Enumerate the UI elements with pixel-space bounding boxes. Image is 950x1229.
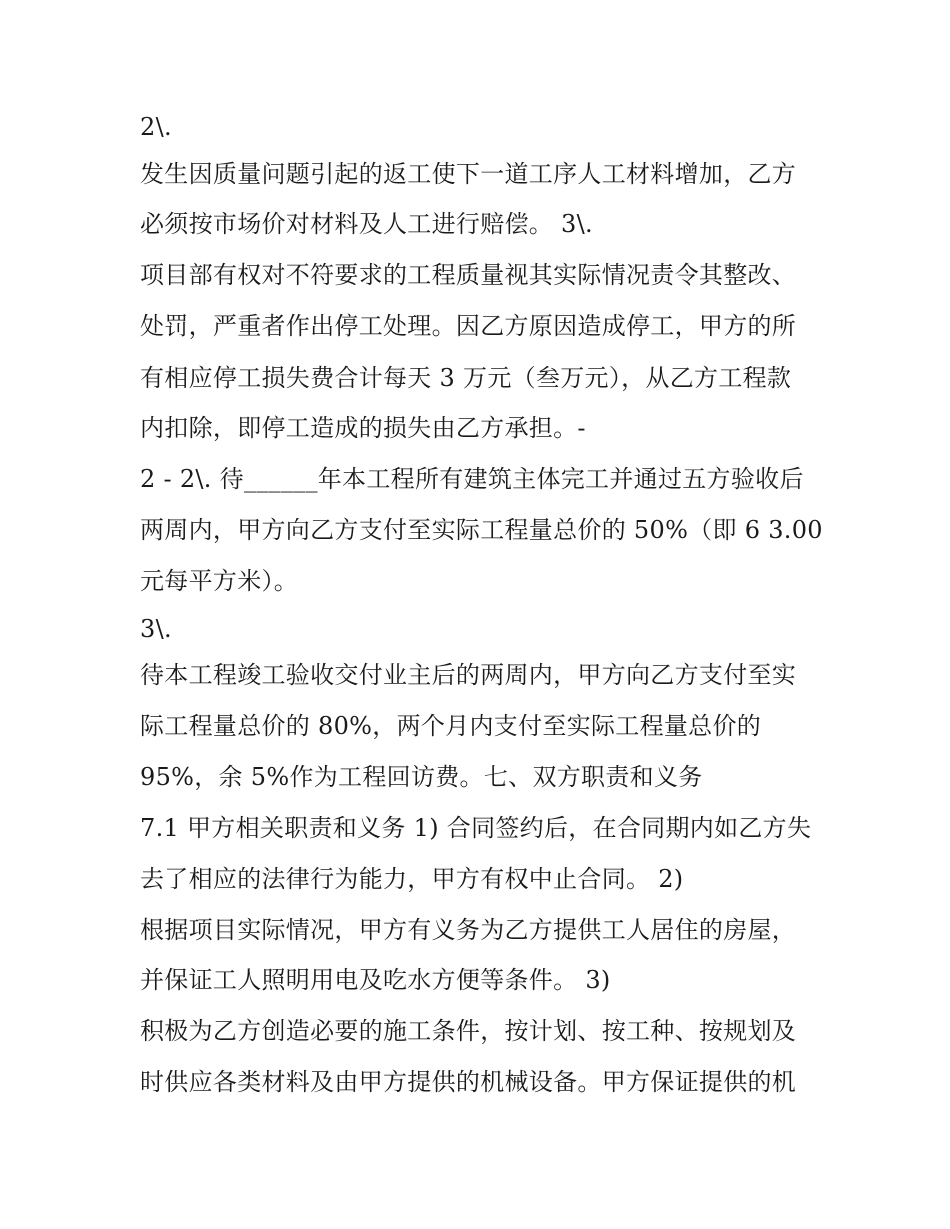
text-line: 发生因质量问题引起的返工使下一道工序人工材料增加，乙方 [140,160,797,188]
text-line: 时供应各类材料及由甲方提供的机械设备。甲方保证提供的机 [140,1068,797,1096]
text-line: 3\. [140,615,172,643]
text-line: 根据项目实际情况，甲方有义务为乙方提供工人居住的房屋， [140,916,797,944]
text-line: 2 - 2\. 待______年本工程所有建筑主体完工并通过五方验收后 [140,465,804,493]
text-line: 项目部有权对不符要求的工程质量视其实际情况责令其整改、 [140,261,797,289]
text-line: 有相应停工损失费合计每天 3 万元（叁万元），从乙方工程款 [140,364,792,392]
text-line: 际工程量总价的 80%，两个月内支付至实际工程量总价的 [140,712,762,740]
text-line: 积极为乙方创造必要的施工条件，按计划、按工种、按规划及 [140,1017,797,1045]
text-line: 并保证工人照明用电及吃水方便等条件。 3) [140,966,611,994]
text-line: 处罚，严重者作出停工处理。因乙方原因造成停工，甲方的所 [140,312,797,340]
text-line: 95%，余 5%作为工程回访费。七、双方职责和义务 [140,763,703,791]
text-line: 7.1 甲方相关职责和义务 1) 合同签约后，在合同期内如乙方失 [140,814,812,842]
text-line: 必须按市场价对材料及人工进行赔偿。 3\. [140,210,593,238]
text-line: 内扣除，即停工造成的损失由乙方承担。- [140,414,586,442]
text-line: 元每平方米）。 [140,567,299,595]
text-line: 2\. [140,113,172,141]
text-line: 去了相应的法律行为能力，甲方有权中止合同。 2) [140,865,684,893]
text-line: 待本工程竣工验收交付业主后的两周内，甲方向乙方支付至实 [140,661,797,689]
text-line: 两周内，甲方向乙方支付至实际工程量总价的 50%（即 6 3.00 [140,516,823,544]
